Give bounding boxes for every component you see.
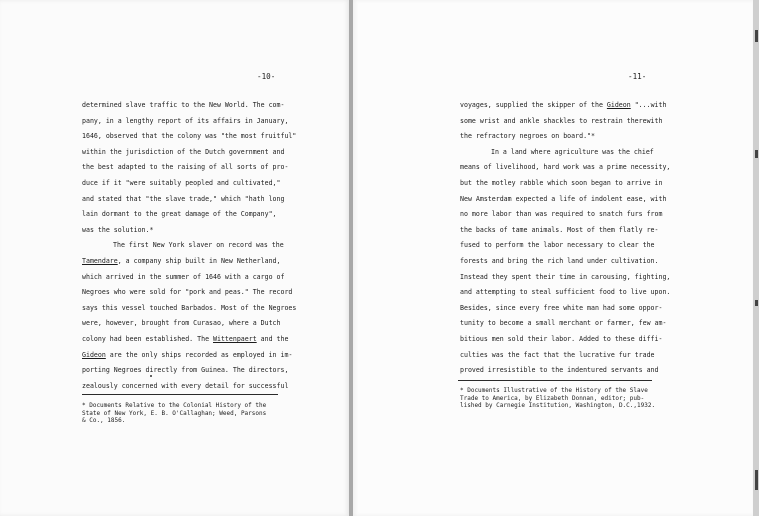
text-line bbox=[460, 223, 670, 239]
text-line bbox=[460, 176, 670, 192]
text-segment: says this vessel touched Barbados. Most of the Negroes bbox=[82, 303, 297, 312]
scan-edge bbox=[753, 0, 759, 516]
text-line bbox=[82, 363, 296, 379]
text-segment: were, however, brought from Curasao, where a Dutch bbox=[82, 319, 281, 328]
footnote-line: lished by Carnegie Institution, Washington, D.C.,1932. bbox=[460, 402, 656, 410]
text-segment: The first New York slaver on record was the bbox=[113, 241, 284, 250]
text-line bbox=[82, 301, 296, 317]
footnote-rule-left bbox=[82, 394, 278, 395]
stray-mark bbox=[150, 375, 152, 377]
footnote-line: & Co., 1856. bbox=[82, 417, 126, 425]
text-segment: the refractory negroes on board."* bbox=[460, 132, 595, 141]
text-segment: Besides, since every free white man had some oppor- bbox=[460, 303, 663, 312]
right-footnote bbox=[460, 387, 655, 410]
ship-name: Wittenpaert bbox=[213, 334, 257, 343]
text-segment: proved irresistible to the indentured servants and bbox=[460, 366, 659, 375]
page-number-right: -11- bbox=[628, 72, 647, 81]
text-line bbox=[460, 160, 670, 176]
text-line bbox=[82, 285, 296, 301]
text-segment: the backs of tame animals. Most of them flatly re- bbox=[460, 225, 659, 234]
text-segment: no more labor than was required to snatch furs from bbox=[460, 210, 663, 219]
footnote-line: State of New York, E. B. O'Callaghan; Weed, Parsons bbox=[82, 409, 267, 417]
text-line bbox=[82, 114, 296, 130]
text-line bbox=[460, 98, 670, 114]
page-number-left: -10- bbox=[257, 72, 276, 81]
right-page bbox=[353, 0, 753, 516]
text-line bbox=[82, 379, 296, 395]
text-line bbox=[460, 270, 670, 286]
text-segment: pany, in a lengthy report of its affairs in January, bbox=[82, 116, 289, 125]
text-line bbox=[460, 285, 670, 301]
text-line bbox=[82, 207, 296, 223]
text-segment: was the solution.* bbox=[82, 225, 154, 234]
text-segment: Instead they spent their time in carousing, fighting, bbox=[460, 272, 671, 281]
text-segment: means of livelihood, hard work was a prime necessity, bbox=[460, 163, 671, 172]
text-segment: porting Negroes directly from Guinea. The directors, bbox=[82, 366, 289, 375]
text-line bbox=[82, 332, 296, 348]
text-line bbox=[460, 129, 670, 145]
text-line bbox=[82, 238, 296, 254]
text-line bbox=[460, 207, 670, 223]
left-footnote bbox=[82, 402, 266, 425]
text-line bbox=[460, 192, 670, 208]
text-segment: , a company ship built in New Netherland, bbox=[117, 256, 281, 265]
text-segment: "...with bbox=[630, 101, 667, 109]
text-line bbox=[82, 270, 296, 286]
text-segment: some wrist and ankle shackles to restrain therewith bbox=[460, 116, 663, 125]
text-segment: the best adapted to the raising of all sorts of pro- bbox=[82, 163, 289, 172]
text-line bbox=[82, 348, 296, 364]
text-segment: bitious men sold their labor. Added to these diffi- bbox=[460, 334, 663, 343]
text-line bbox=[82, 160, 296, 176]
text-line bbox=[460, 363, 670, 379]
ship-name: Gideon bbox=[82, 350, 106, 359]
text-line bbox=[460, 238, 670, 254]
text-line bbox=[82, 316, 296, 332]
text-line bbox=[82, 145, 296, 161]
text-line bbox=[460, 114, 670, 130]
ship-name: Gideon bbox=[606, 101, 631, 109]
footnote-line: * Documents Relative to the Colonial History of the bbox=[82, 402, 267, 409]
text-segment: 1646, observed that the colony was "the most fruitful" bbox=[82, 132, 297, 141]
text-segment: zealously concerned with every detail for successful bbox=[82, 381, 289, 390]
text-segment: but the motley rabble which soon began to arrive in bbox=[460, 178, 663, 187]
right-body-text bbox=[460, 98, 670, 379]
text-segment: forests and bring the rich land under cultivation. bbox=[460, 256, 659, 265]
left-body-text bbox=[82, 98, 296, 394]
text-segment: within the jurisdiction of the Dutch government and bbox=[82, 147, 285, 156]
text-segment: determined slave traffic to the New World. The com- bbox=[82, 101, 285, 109]
text-line bbox=[82, 98, 296, 114]
text-line bbox=[82, 176, 296, 192]
text-segment: tunity to become a small merchant or farmer, few am- bbox=[460, 319, 667, 328]
text-segment: are the only ships recorded as employed in im- bbox=[105, 350, 293, 359]
text-line bbox=[460, 332, 670, 348]
left-page bbox=[0, 0, 349, 516]
text-segment: voyages, supplied the skipper of the bbox=[460, 101, 607, 109]
text-line bbox=[460, 301, 670, 317]
text-line bbox=[82, 223, 296, 239]
text-segment: fused to perform the labor necessary to clear the bbox=[460, 241, 655, 250]
text-segment: In a land where agriculture was the chief bbox=[491, 147, 654, 156]
text-segment: and stated that "the slave trade," which "hath long bbox=[82, 194, 285, 203]
text-segment: and the bbox=[256, 334, 289, 343]
text-line bbox=[460, 254, 670, 270]
text-line bbox=[460, 316, 670, 332]
text-line bbox=[82, 192, 296, 208]
text-segment: culties was the fact that the lucrative fur trade bbox=[460, 350, 655, 359]
footnote-rule-right bbox=[458, 380, 652, 381]
text-segment: duce if it "were suitably peopled and cultivated," bbox=[82, 178, 281, 187]
footnote-line: * Documents Illustrative of the History of the Slave bbox=[460, 387, 648, 394]
footnote-line: Trade to America, by Elizabeth Donnan, editor; pub- bbox=[460, 394, 645, 402]
text-segment: and attempting to steal sufficient food to live upon. bbox=[460, 288, 671, 297]
text-segment: which arrived in the summer of 1646 with a cargo of bbox=[82, 272, 285, 281]
text-line bbox=[82, 129, 296, 145]
text-line bbox=[460, 348, 670, 364]
text-line bbox=[82, 254, 296, 270]
text-segment: colony had been established. The bbox=[82, 334, 214, 343]
text-segment: New Amsterdam expected a life of indolent ease, with bbox=[460, 194, 667, 203]
text-segment: lain dormant to the great damage of the Company", bbox=[82, 210, 277, 219]
text-segment: Negroes who were sold for "pork and peas." The record bbox=[82, 288, 293, 297]
text-line bbox=[460, 145, 670, 161]
ship-name: Tamendare bbox=[82, 256, 118, 265]
